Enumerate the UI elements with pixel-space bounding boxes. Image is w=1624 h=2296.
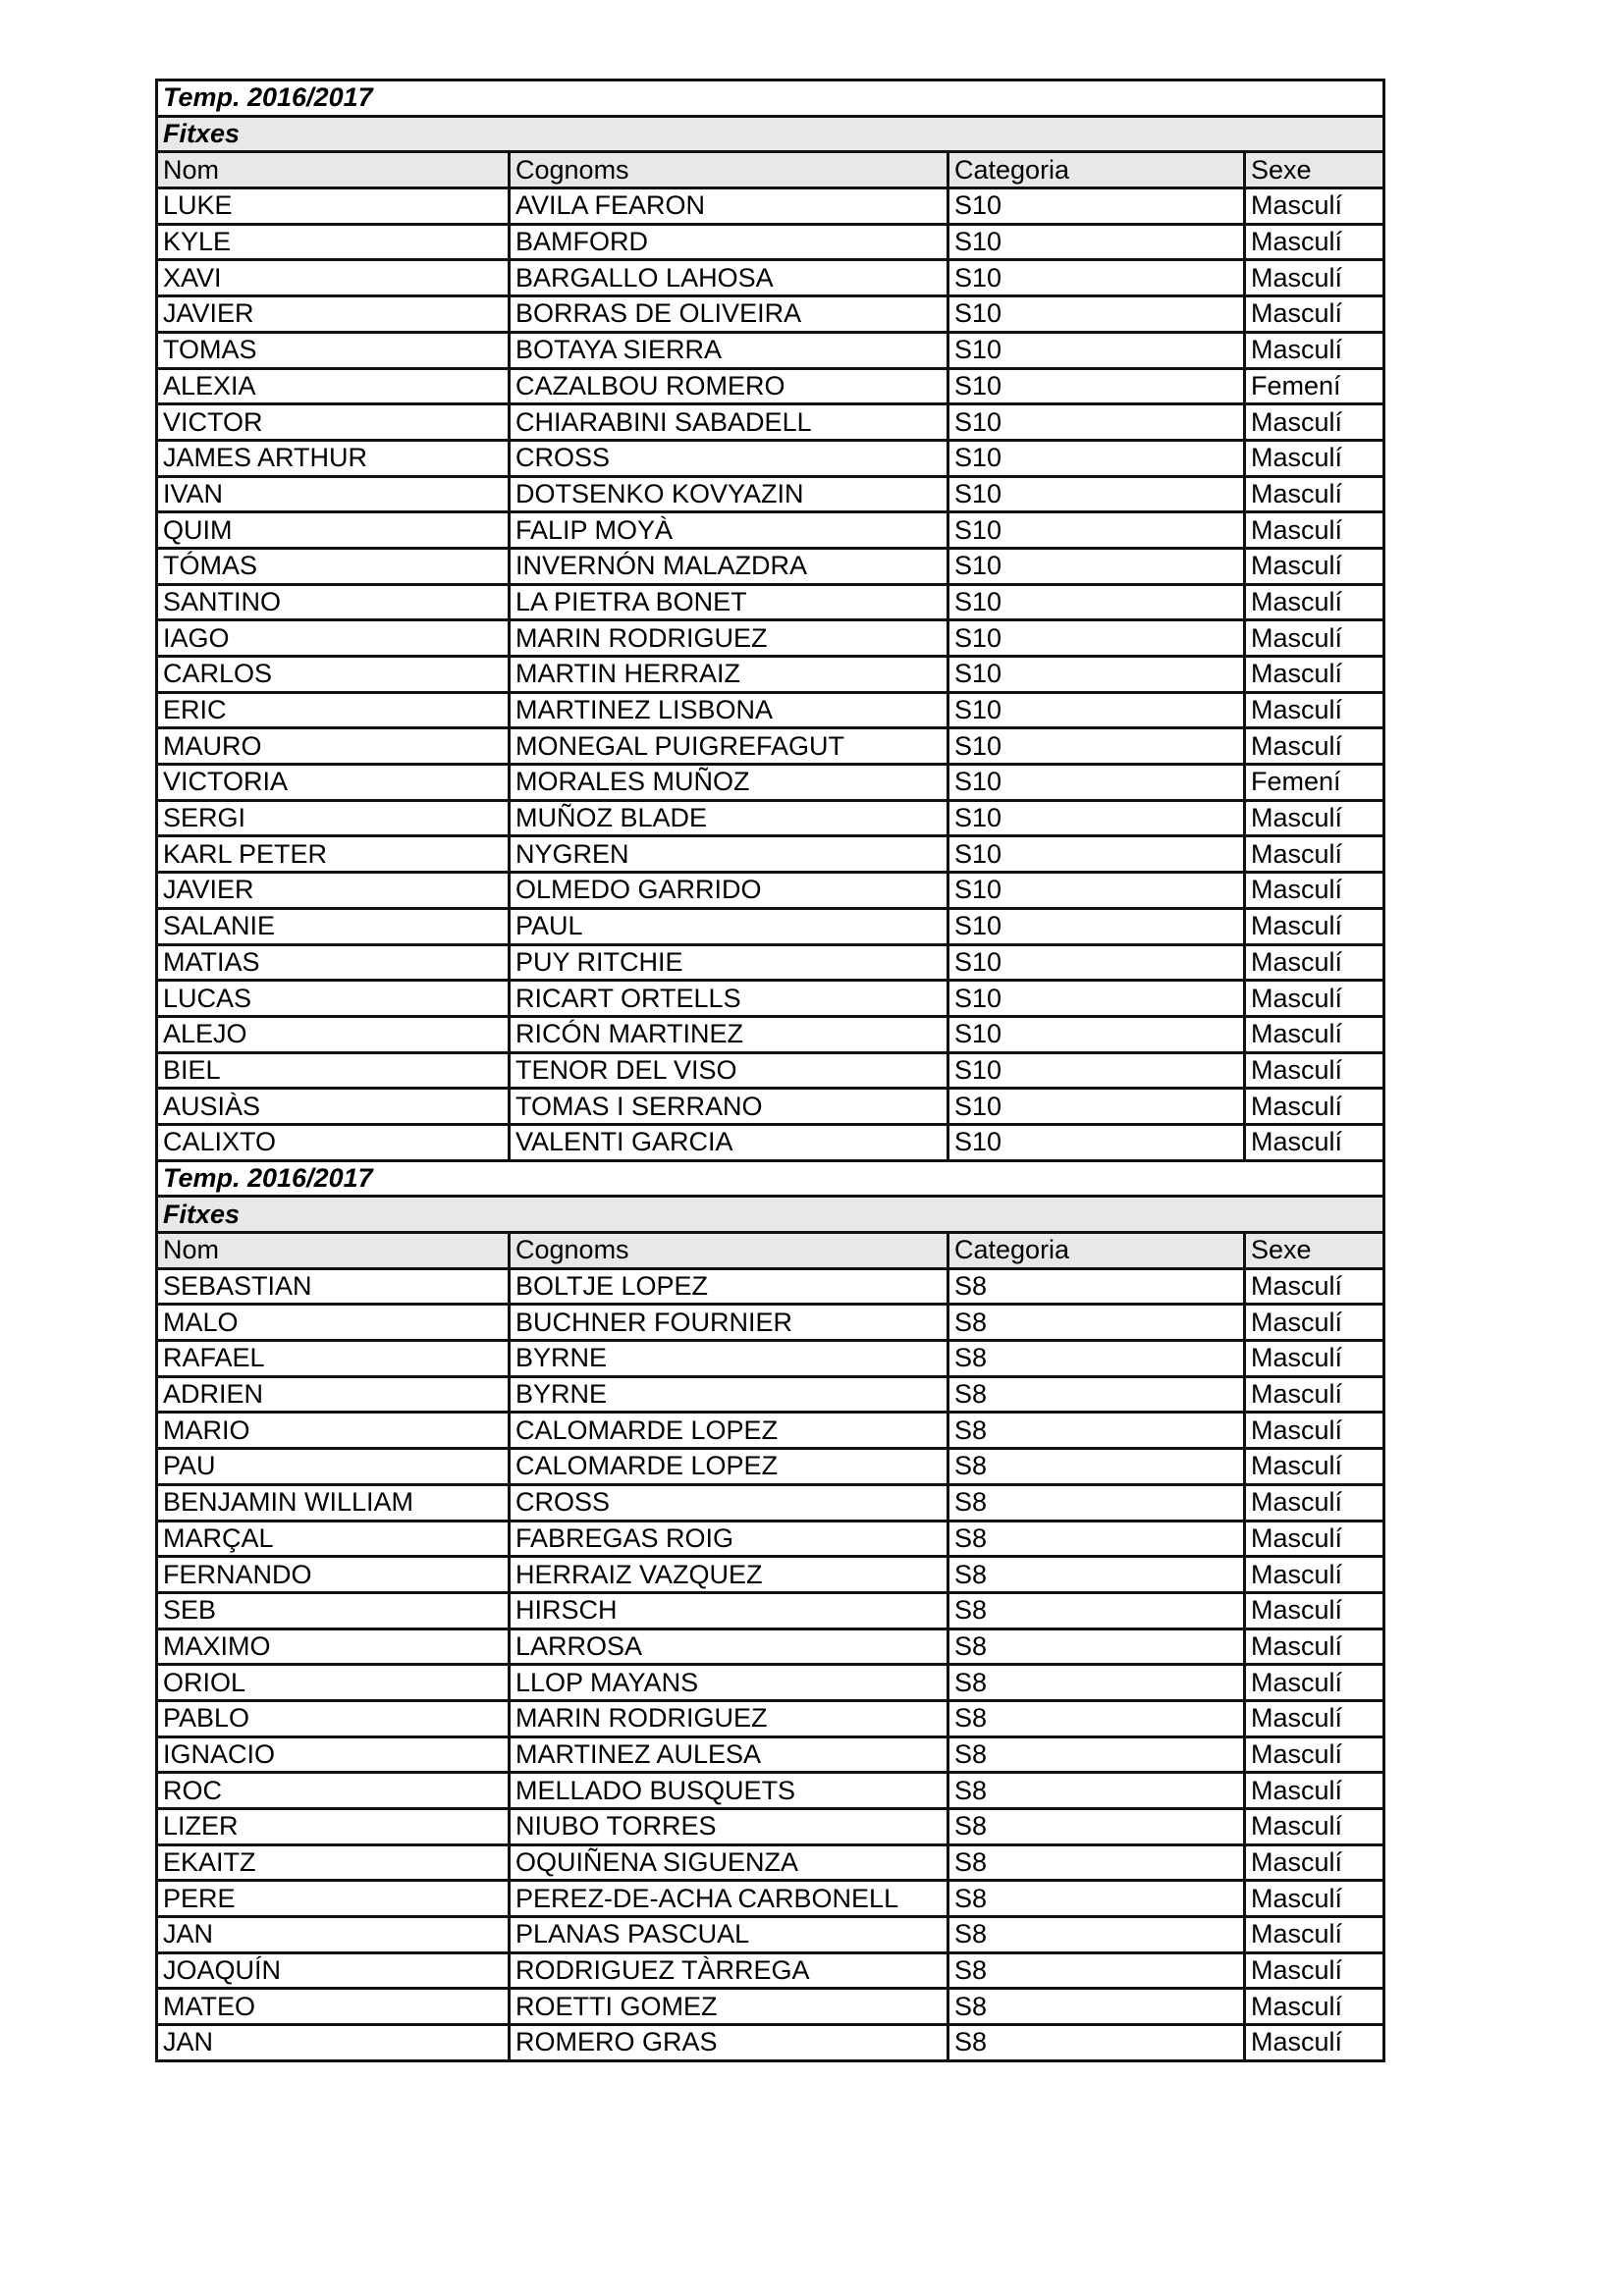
cell-sexe: Masculí: [1245, 981, 1384, 1017]
cell-categoria: S8: [948, 1592, 1245, 1629]
cell-cognoms: MARTIN HERRAIZ: [510, 657, 948, 693]
table-row: [157, 1376, 1384, 1413]
table-row: [157, 1844, 1384, 1881]
cell-sexe: Masculí: [1245, 1557, 1384, 1593]
table-row: [157, 584, 1384, 620]
cell-nom: ALEJO: [157, 1016, 510, 1052]
cell-categoria: S8: [948, 1917, 1245, 1953]
cell-sexe: Masculí: [1245, 1305, 1384, 1341]
cell-sexe: Masculí: [1245, 404, 1384, 441]
cell-cognoms: OQUIÑENA SIGUENZA: [510, 1844, 948, 1881]
cell-nom: ADRIEN: [157, 1376, 510, 1413]
cell-nom: TÓMAS: [157, 548, 510, 584]
cell-categoria: S10: [948, 476, 1245, 512]
table-row: [157, 1268, 1384, 1305]
cell-cognoms: PEREZ-DE-ACHA CARBONELL: [510, 1881, 948, 1917]
cell-categoria: S10: [948, 728, 1245, 765]
cell-sexe: Masculí: [1245, 1484, 1384, 1521]
column-header-sexe: Sexe: [1245, 1233, 1384, 1269]
cell-cognoms: MONEGAL PUIGREFAGUT: [510, 728, 948, 765]
cell-cognoms: BORRAS DE OLIVEIRA: [510, 296, 948, 333]
cell-cognoms: TENOR DEL VISO: [510, 1052, 948, 1089]
column-header-nom: Nom: [157, 1233, 510, 1269]
cell-cognoms: RICART ORTELLS: [510, 981, 948, 1017]
cell-categoria: S10: [948, 224, 1245, 260]
table-row: [157, 728, 1384, 765]
cell-sexe: Masculí: [1245, 1052, 1384, 1089]
cell-categoria: S10: [948, 765, 1245, 801]
cell-cognoms: CROSS: [510, 440, 948, 476]
cell-cognoms: NIUBO TORRES: [510, 1809, 948, 1845]
cell-categoria: S8: [948, 2025, 1245, 2061]
cell-categoria: S8: [948, 1700, 1245, 1736]
cell-categoria: S10: [948, 512, 1245, 549]
cell-sexe: Masculí: [1245, 440, 1384, 476]
cell-sexe: Masculí: [1245, 657, 1384, 693]
cell-cognoms: ROMERO GRAS: [510, 2025, 948, 2061]
cell-cognoms: BAMFORD: [510, 224, 948, 260]
cell-sexe: Masculí: [1245, 512, 1384, 549]
table-row: [157, 1773, 1384, 1809]
cell-sexe: Masculí: [1245, 1592, 1384, 1629]
table-row: [157, 1521, 1384, 1557]
cell-categoria: S8: [948, 1629, 1245, 1665]
cell-sexe: Masculí: [1245, 296, 1384, 333]
cell-nom: ERIC: [157, 692, 510, 728]
table-row: [157, 836, 1384, 873]
column-header-categoria: Categoria: [948, 1233, 1245, 1269]
cell-cognoms: ROETTI GOMEZ: [510, 1989, 948, 2025]
cell-cognoms: RICÓN MARTINEZ: [510, 1016, 948, 1052]
cell-sexe: Masculí: [1245, 224, 1384, 260]
cell-sexe: Masculí: [1245, 332, 1384, 368]
cell-cognoms: CHIARABINI SABADELL: [510, 404, 948, 441]
table-row: [157, 224, 1384, 260]
cell-categoria: S8: [948, 1844, 1245, 1881]
cell-cognoms: LLOP MAYANS: [510, 1665, 948, 1701]
table-row: [157, 1089, 1384, 1125]
cell-nom: ROC: [157, 1773, 510, 1809]
table-row: [157, 476, 1384, 512]
table-row: [157, 188, 1384, 225]
roster-body: [157, 80, 1384, 2061]
cell-nom: XAVI: [157, 260, 510, 296]
cell-cognoms: CROSS: [510, 1484, 948, 1521]
cell-sexe: Masculí: [1245, 873, 1384, 909]
cell-nom: MAURO: [157, 728, 510, 765]
cell-nom: MATIAS: [157, 944, 510, 981]
cell-cognoms: INVERNÓN MALAZDRA: [510, 548, 948, 584]
table-row: [157, 1413, 1384, 1449]
cell-categoria: S10: [948, 188, 1245, 225]
cell-sexe: Masculí: [1245, 1629, 1384, 1665]
table-row: [157, 368, 1384, 404]
table-row: [157, 1592, 1384, 1629]
cell-sexe: Masculí: [1245, 728, 1384, 765]
table-row: [157, 2025, 1384, 2061]
column-header-categoria: Categoria: [948, 152, 1245, 188]
cell-cognoms: CAZALBOU ROMERO: [510, 368, 948, 404]
cell-categoria: S8: [948, 1952, 1245, 1989]
cell-nom: ORIOL: [157, 1665, 510, 1701]
season-row: [157, 1160, 1384, 1197]
cell-nom: SANTINO: [157, 584, 510, 620]
cell-cognoms: CALOMARDE LOPEZ: [510, 1449, 948, 1485]
table-row: [157, 1341, 1384, 1377]
group-title: Fitxes: [157, 1197, 1384, 1233]
cell-cognoms: MARTINEZ AULESA: [510, 1736, 948, 1773]
cell-nom: CARLOS: [157, 657, 510, 693]
cell-cognoms: MARIN RODRIGUEZ: [510, 1700, 948, 1736]
cell-nom: QUIM: [157, 512, 510, 549]
cell-nom: MARÇAL: [157, 1521, 510, 1557]
cell-nom: IGNACIO: [157, 1736, 510, 1773]
table-row: [157, 1449, 1384, 1485]
cell-cognoms: MORALES MUÑOZ: [510, 765, 948, 801]
cell-cognoms: NYGREN: [510, 836, 948, 873]
cell-cognoms: FABREGAS ROIG: [510, 1521, 948, 1557]
table-row: [157, 1917, 1384, 1953]
cell-cognoms: VALENTI GARCIA: [510, 1124, 948, 1160]
table-row: [157, 908, 1384, 944]
cell-nom: CALIXTO: [157, 1124, 510, 1160]
table-row: [157, 1809, 1384, 1845]
cell-nom: MATEO: [157, 1989, 510, 2025]
cell-categoria: S8: [948, 1773, 1245, 1809]
cell-cognoms: PLANAS PASCUAL: [510, 1917, 948, 1953]
table-row: [157, 1484, 1384, 1521]
cell-cognoms: OLMEDO GARRIDO: [510, 873, 948, 909]
cell-sexe: Masculí: [1245, 260, 1384, 296]
cell-sexe: Femení: [1245, 368, 1384, 404]
cell-nom: BENJAMIN WILLIAM: [157, 1484, 510, 1521]
table-row: [157, 1736, 1384, 1773]
cell-nom: EKAITZ: [157, 1844, 510, 1881]
table-row: [157, 765, 1384, 801]
group-title: Fitxes: [157, 116, 1384, 152]
cell-categoria: S10: [948, 692, 1245, 728]
column-header-row: [157, 1233, 1384, 1269]
cell-nom: MARIO: [157, 1413, 510, 1449]
table-row: [157, 1124, 1384, 1160]
cell-sexe: Masculí: [1245, 1881, 1384, 1917]
cell-sexe: Masculí: [1245, 1844, 1384, 1881]
cell-sexe: Masculí: [1245, 836, 1384, 873]
cell-sexe: Masculí: [1245, 692, 1384, 728]
cell-cognoms: BOLTJE LOPEZ: [510, 1268, 948, 1305]
cell-categoria: S10: [948, 260, 1245, 296]
cell-sexe: Masculí: [1245, 1700, 1384, 1736]
cell-cognoms: MARIN RODRIGUEZ: [510, 620, 948, 657]
cell-sexe: Masculí: [1245, 1989, 1384, 2025]
cell-sexe: Masculí: [1245, 188, 1384, 225]
table-row: [157, 1665, 1384, 1701]
table-row: [157, 1016, 1384, 1052]
cell-categoria: S10: [948, 368, 1245, 404]
cell-cognoms: BOTAYA SIERRA: [510, 332, 948, 368]
table-row: [157, 1052, 1384, 1089]
cell-nom: LUCAS: [157, 981, 510, 1017]
cell-sexe: Masculí: [1245, 1341, 1384, 1377]
cell-nom: JOAQUÍN: [157, 1952, 510, 1989]
cell-nom: JAN: [157, 2025, 510, 2061]
cell-nom: TOMAS: [157, 332, 510, 368]
group-row: [157, 116, 1384, 152]
cell-sexe: Masculí: [1245, 1376, 1384, 1413]
cell-sexe: Masculí: [1245, 476, 1384, 512]
cell-nom: KYLE: [157, 224, 510, 260]
table-row: [157, 332, 1384, 368]
cell-nom: LIZER: [157, 1809, 510, 1845]
cell-sexe: Masculí: [1245, 1016, 1384, 1052]
table-row: [157, 944, 1384, 981]
season-title: Temp. 2016/2017: [157, 1160, 1384, 1197]
table-row: [157, 512, 1384, 549]
cell-nom: IVAN: [157, 476, 510, 512]
table-row: [157, 404, 1384, 441]
table-row: [157, 981, 1384, 1017]
cell-sexe: Masculí: [1245, 1124, 1384, 1160]
cell-categoria: S10: [948, 620, 1245, 657]
cell-nom: JAVIER: [157, 296, 510, 333]
cell-categoria: S8: [948, 1484, 1245, 1521]
cell-sexe: Masculí: [1245, 944, 1384, 981]
season-title: Temp. 2016/2017: [157, 80, 1384, 117]
cell-nom: ALEXIA: [157, 368, 510, 404]
cell-sexe: Masculí: [1245, 1268, 1384, 1305]
table-row: [157, 1952, 1384, 1989]
column-header-cognoms: Cognoms: [510, 1233, 948, 1269]
cell-categoria: S8: [948, 1809, 1245, 1845]
table-row: [157, 548, 1384, 584]
cell-cognoms: MUÑOZ BLADE: [510, 800, 948, 836]
cell-categoria: S10: [948, 296, 1245, 333]
cell-nom: AUSIÀS: [157, 1089, 510, 1125]
cell-categoria: S10: [948, 1124, 1245, 1160]
cell-sexe: Masculí: [1245, 1089, 1384, 1125]
cell-categoria: S8: [948, 1341, 1245, 1377]
cell-categoria: S10: [948, 836, 1245, 873]
cell-nom: JAMES ARTHUR: [157, 440, 510, 476]
cell-categoria: S8: [948, 1989, 1245, 2025]
cell-nom: SERGI: [157, 800, 510, 836]
cell-cognoms: BYRNE: [510, 1341, 948, 1377]
cell-categoria: S10: [948, 981, 1245, 1017]
cell-sexe: Masculí: [1245, 800, 1384, 836]
cell-sexe: Masculí: [1245, 1952, 1384, 1989]
cell-categoria: S10: [948, 657, 1245, 693]
cell-nom: KARL PETER: [157, 836, 510, 873]
cell-nom: JAN: [157, 1917, 510, 1953]
cell-cognoms: LARROSA: [510, 1629, 948, 1665]
table-row: [157, 620, 1384, 657]
table-row: [157, 440, 1384, 476]
cell-categoria: S8: [948, 1881, 1245, 1917]
cell-categoria: S8: [948, 1557, 1245, 1593]
cell-categoria: S8: [948, 1413, 1245, 1449]
cell-cognoms: PUY RITCHIE: [510, 944, 948, 981]
table-row: [157, 1700, 1384, 1736]
table-row: [157, 1305, 1384, 1341]
cell-nom: SALANIE: [157, 908, 510, 944]
cell-categoria: S10: [948, 944, 1245, 981]
cell-categoria: S8: [948, 1521, 1245, 1557]
cell-sexe: Masculí: [1245, 1665, 1384, 1701]
cell-cognoms: CALOMARDE LOPEZ: [510, 1413, 948, 1449]
table-row: [157, 800, 1384, 836]
cell-categoria: S10: [948, 873, 1245, 909]
cell-sexe: Masculí: [1245, 1809, 1384, 1845]
group-row: [157, 1197, 1384, 1233]
cell-nom: SEB: [157, 1592, 510, 1629]
cell-cognoms: BYRNE: [510, 1376, 948, 1413]
cell-cognoms: LA PIETRA BONET: [510, 584, 948, 620]
cell-sexe: Masculí: [1245, 908, 1384, 944]
cell-cognoms: MELLADO BUSQUETS: [510, 1773, 948, 1809]
cell-nom: PABLO: [157, 1700, 510, 1736]
cell-categoria: S10: [948, 584, 1245, 620]
roster-table: [155, 79, 1385, 2062]
cell-categoria: S8: [948, 1268, 1245, 1305]
cell-sexe: Masculí: [1245, 1773, 1384, 1809]
table-row: [157, 692, 1384, 728]
cell-cognoms: FALIP MOYÀ: [510, 512, 948, 549]
table-row: [157, 296, 1384, 333]
cell-cognoms: BARGALLO LAHOSA: [510, 260, 948, 296]
cell-sexe: Masculí: [1245, 1449, 1384, 1485]
cell-categoria: S10: [948, 908, 1245, 944]
cell-cognoms: BUCHNER FOURNIER: [510, 1305, 948, 1341]
table-row: [157, 1629, 1384, 1665]
table-row: [157, 657, 1384, 693]
cell-sexe: Masculí: [1245, 620, 1384, 657]
cell-cognoms: RODRIGUEZ TÀRREGA: [510, 1952, 948, 1989]
cell-nom: PERE: [157, 1881, 510, 1917]
cell-categoria: S10: [948, 1052, 1245, 1089]
cell-nom: BIEL: [157, 1052, 510, 1089]
cell-nom: LUKE: [157, 188, 510, 225]
table-row: [157, 1557, 1384, 1593]
cell-sexe: Masculí: [1245, 548, 1384, 584]
cell-sexe: Masculí: [1245, 1413, 1384, 1449]
cell-sexe: Masculí: [1245, 1917, 1384, 1953]
cell-cognoms: MARTINEZ LISBONA: [510, 692, 948, 728]
cell-categoria: S10: [948, 1016, 1245, 1052]
cell-categoria: S8: [948, 1376, 1245, 1413]
cell-cognoms: HERRAIZ VAZQUEZ: [510, 1557, 948, 1593]
cell-nom: SEBASTIAN: [157, 1268, 510, 1305]
cell-cognoms: TOMAS I SERRANO: [510, 1089, 948, 1125]
cell-nom: FERNANDO: [157, 1557, 510, 1593]
cell-categoria: S8: [948, 1665, 1245, 1701]
cell-cognoms: DOTSENKO KOVYAZIN: [510, 476, 948, 512]
cell-nom: PAU: [157, 1449, 510, 1485]
column-header-nom: Nom: [157, 152, 510, 188]
cell-categoria: S8: [948, 1449, 1245, 1485]
cell-nom: VICTORIA: [157, 765, 510, 801]
cell-categoria: S8: [948, 1736, 1245, 1773]
cell-nom: MALO: [157, 1305, 510, 1341]
cell-sexe: Masculí: [1245, 1521, 1384, 1557]
cell-nom: IAGO: [157, 620, 510, 657]
table-row: [157, 1881, 1384, 1917]
cell-cognoms: HIRSCH: [510, 1592, 948, 1629]
column-header-sexe: Sexe: [1245, 152, 1384, 188]
season-row: [157, 80, 1384, 117]
cell-categoria: S10: [948, 440, 1245, 476]
cell-cognoms: AVILA FEARON: [510, 188, 948, 225]
cell-cognoms: PAUL: [510, 908, 948, 944]
cell-categoria: S10: [948, 1089, 1245, 1125]
cell-nom: RAFAEL: [157, 1341, 510, 1377]
column-header-cognoms: Cognoms: [510, 152, 948, 188]
cell-categoria: S10: [948, 548, 1245, 584]
cell-sexe: Masculí: [1245, 1736, 1384, 1773]
cell-nom: JAVIER: [157, 873, 510, 909]
cell-categoria: S10: [948, 404, 1245, 441]
cell-nom: VICTOR: [157, 404, 510, 441]
cell-categoria: S10: [948, 800, 1245, 836]
cell-sexe: Femení: [1245, 765, 1384, 801]
table-row: [157, 1989, 1384, 2025]
cell-categoria: S10: [948, 332, 1245, 368]
table-row: [157, 260, 1384, 296]
cell-nom: MAXIMO: [157, 1629, 510, 1665]
cell-sexe: Masculí: [1245, 2025, 1384, 2061]
table-row: [157, 873, 1384, 909]
cell-sexe: Masculí: [1245, 584, 1384, 620]
column-header-row: [157, 152, 1384, 188]
cell-categoria: S8: [948, 1305, 1245, 1341]
